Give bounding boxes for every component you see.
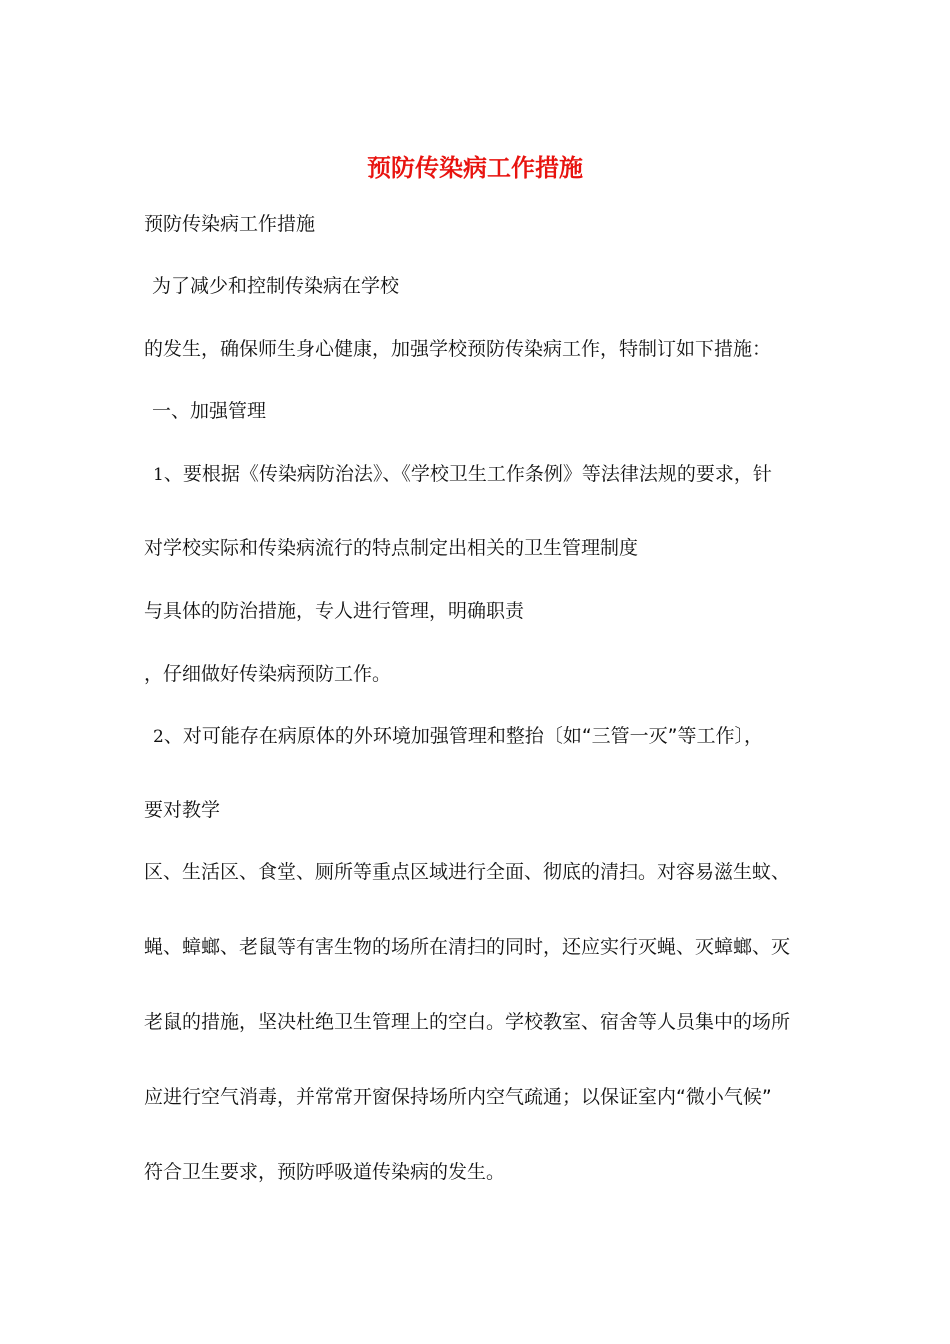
- item-2-line-2: 要对教学: [144, 799, 221, 821]
- document-subtitle: 预防传染病工作措施: [144, 213, 316, 235]
- item-2-line-3: 区、生活区、食堂、厕所等重点区域进行全面、彻底的清扫。对容易滋生蚊、: [144, 861, 791, 883]
- item-2-number: 2: [153, 727, 164, 747]
- item-2-line-1: [153, 723, 763, 750]
- item-1-line-2: 对学校实际和传染病流行的特点制定出相关的卫生管理制度: [144, 537, 639, 559]
- item-2-line-6: 应进行空气消毒，并常常开窗保持场所内空气疏通；以保证室内“微小气候”: [144, 1086, 772, 1108]
- item-2-line-4: 蝇、蟑螂、老鼠等有害生物的场所在清扫的同时，还应实行灭蝇、灭蟑螂、灭: [144, 936, 791, 958]
- item-1-number: 1: [153, 465, 164, 485]
- item-1-line-4: ，仔细做好传染病预防工作。: [144, 663, 392, 685]
- item-2-text: 、对可能存在病原体的外环境加强管理和整抬〔如“三管一灭”等工作〕，: [163, 725, 764, 747]
- item-2-line-5: 老鼠的措施，坚决杜绝卫生管理上的空白。学校教室、宿舍等人员集中的场所: [144, 1011, 791, 1033]
- item-1-text: 、要根据《传染病防治法》、《学校卫生工作条例》等法律法规的要求，针: [163, 463, 772, 485]
- section-heading: 一、加强管理: [152, 400, 267, 422]
- intro-line-1: 为了减少和控制传染病在学校: [152, 275, 400, 297]
- item-1-line-1: [153, 461, 772, 488]
- item-1-line-3: 与具体的防治措施，专人进行管理，明确职责: [144, 600, 525, 622]
- item-2-line-7: 符合卫生要求，预防呼吸道传染病的发生。: [144, 1161, 506, 1183]
- document-title: 预防传染病工作措施: [367, 153, 583, 182]
- intro-line-2: 的发生，确保师生身心健康，加强学校预防传染病工作，特制订如下措施：: [144, 338, 772, 360]
